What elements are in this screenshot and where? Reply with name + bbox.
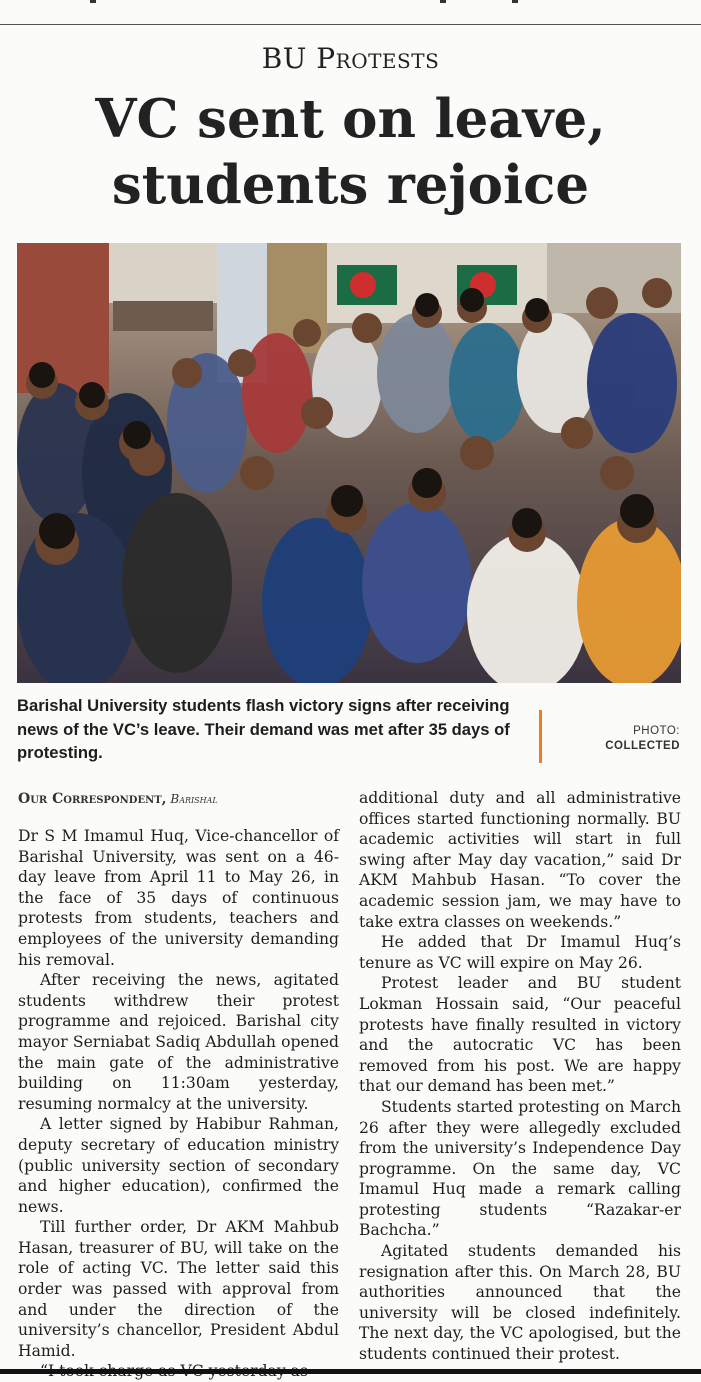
crowd-photo: [17, 243, 681, 683]
article-paragraph: Till further order, Dr AKM Mahbub Hasan, treasurer of BU, will take on the role of acting VC. The letter said this order was passed with approval from and under the direction of the university’s chancellor, President Abdul Hamid.: [18, 1218, 339, 1360]
cut-text-mark: [440, 0, 446, 3]
photo-caption: Barishal University students flash victory signs after receiving news of the VC’s leave. Their demand was met after 35 days of protesting.: [17, 696, 510, 762]
page-top-rule: [0, 0, 701, 25]
crowd-photo-illustration: [17, 243, 681, 683]
article-paragraph: Dr S M Imamul Huq, Vice-chancellor of Barishal University, was sent on a 46-day leave from April 11 to May 26, in the face of 35 days of continuous protests from students, teachers and employees of the university demanding his removal.: [18, 827, 339, 969]
headline-line-1: VC sent on leave,: [95, 88, 606, 150]
page-bottom-rule: [0, 1369, 701, 1374]
article-paragraph: additional duty and all administrative offices started functioning normally. BU academic activities will start in full swing after May day vacation,” said Dr AKM Mahbub Hasan. “To cover the academic session jam, we may have to take extra classes on weekends.”: [359, 789, 681, 931]
article-paragraph: Students started protesting on March 26 after they were allegedly excluded from the university’s Independence Day programme. On the same day, VC Imamul Huq made a remark calling protesting students “Razakar-er Bachcha.”: [359, 1097, 681, 1240]
byline: [18, 791, 218, 807]
section-kicker: BU Protests: [261, 42, 440, 75]
photo-credit-label: PHOTO:: [633, 725, 680, 737]
photo-credit-source: COLLECTED: [605, 740, 680, 752]
byline-author: Our Correspondent,: [18, 791, 167, 807]
headline: [0, 86, 701, 218]
cut-text-mark: [512, 0, 518, 3]
article-paragraph: After receiving the news, agitated students withdrew their protest programme and rejoiced. Barishal city mayor Serniabat Sadiq Abdullah opened the main gate of the administrative building on 11:30am yesterday, resuming normalcy at the university.: [18, 971, 339, 1113]
article-paragraph: Protest leader and BU student Lokman Hossain said, “Our peaceful protests have finally resulted in victory and the autocratic VC has been removed from his post. We are happy that our demand has been met.”: [359, 974, 681, 1096]
article-paragraph: A letter signed by Habibur Rahman, deputy secretary of education ministry (public university section of secondary and higher education), confirmed the news.: [18, 1115, 339, 1216]
cut-text-mark: [90, 0, 96, 3]
article-column-left: [18, 826, 339, 1382]
article-paragraph: He added that Dr Imamul Huq’s tenure as VC will expire on May 26.: [359, 933, 681, 972]
caption-divider: [539, 710, 542, 763]
article-column-right: [359, 788, 681, 1365]
headline-line-2: students rejoice: [111, 154, 590, 216]
photo-credit: [605, 724, 680, 754]
article-paragraph: Agitated students demanded his resignation after this. On March 28, BU authorities announced that the university will be closed indefinitely. The next day, the VC apologised, but the students continued their protest.: [359, 1242, 681, 1364]
byline-place: Barishal: [170, 792, 218, 806]
